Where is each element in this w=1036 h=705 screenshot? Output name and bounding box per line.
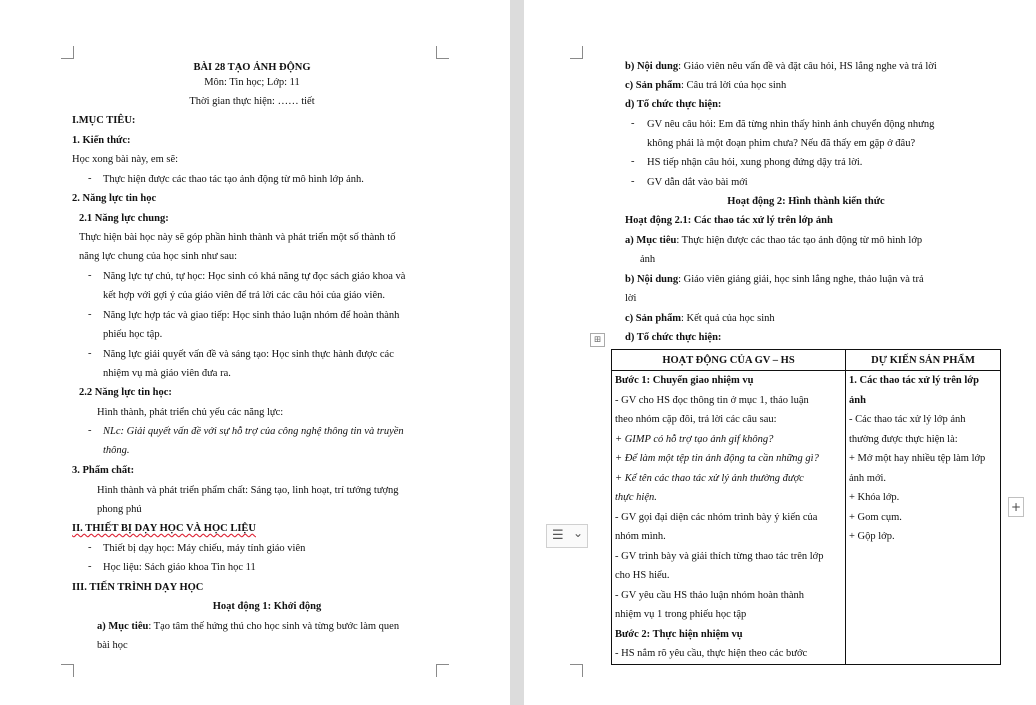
label: b) Nội dung [625, 61, 679, 72]
paragraph[interactable]: lời [625, 293, 637, 304]
paragraph[interactable]: Học xong bài này, em sẽ: [72, 154, 179, 165]
cell-line: + GIMP có hỗ trợ tạo ảnh gif không? [615, 433, 774, 445]
margin-mark [436, 664, 449, 677]
text: : Thực hiện được các thao tác tạo ảnh động từ mô hình lớp [676, 235, 923, 246]
paragraph[interactable] [97, 620, 399, 634]
subsection-heading[interactable]: 3. Phẩm chất: [72, 465, 135, 476]
margin-mark [436, 46, 449, 59]
bullet-text[interactable]: Năng lực hợp tác và giao tiếp: Học sinh thảo luận nhóm để hoàn thành [103, 310, 400, 321]
lesson-title[interactable]: BÀI 28 TẠO ẢNH ĐỘNG [193, 62, 311, 73]
label: c) Sản phẩm [625, 80, 682, 91]
bullet-text[interactable]: HS tiếp nhận câu hỏi, xung phong đứng dậy trả lời. [647, 157, 863, 168]
paragraph[interactable]: d) Tổ chức thực hiện: [625, 332, 722, 343]
bullet-text[interactable]: GV dẫn dắt vào bài mới [647, 177, 748, 188]
cell-line: cho HS hiểu. [615, 570, 670, 581]
paragraph[interactable] [625, 312, 775, 326]
bullet-text[interactable]: không phải là một đoạn phim chưa? Nếu đã thấy em gặp ở đâu? [647, 138, 916, 149]
cell-line: - HS nắm rõ yêu cầu, thực hiện theo các bước [615, 648, 808, 659]
bullet-text[interactable]: thông. [103, 445, 130, 456]
paragraph[interactable]: bài học [97, 640, 128, 651]
bullet-dash: - [88, 173, 92, 184]
label: c) Sản phẩm [625, 313, 682, 324]
text: : Tạo tâm thế hứng thú cho học sinh và từng bước làm quen [148, 621, 400, 632]
bullet-dash: - [631, 176, 635, 187]
cell-line: ảnh [849, 394, 866, 406]
section-heading[interactable]: III. TIẾN TRÌNH DẠY HỌC [72, 582, 204, 593]
cell-line: 1. Các thao tác xử lý trên lớp [849, 375, 979, 386]
margin-mark [61, 664, 74, 677]
activity-subheading[interactable]: Hoạt động 2.1: Các thao tác xử lý trên lớp ảnh [625, 215, 833, 226]
cell-line: Bước 1: Chuyển giao nhiệm vụ [615, 375, 754, 386]
page-gap [510, 0, 524, 705]
cell-line: nhóm mình. [615, 531, 666, 542]
table-header-cell[interactable]: DỰ KIẾN SẢN PHẨM [846, 350, 1001, 371]
activity-heading[interactable]: Hoạt động 2: Hình thành kiến thức [727, 196, 885, 207]
cell-line: - GV cho HS đọc thông tin ở mục 1, thảo luận [615, 394, 809, 406]
margin-mark [61, 46, 74, 59]
paragraph[interactable]: ảnh [640, 254, 656, 265]
cell-line: ảnh mới. [849, 472, 887, 484]
paragraph[interactable] [625, 234, 922, 248]
paragraph[interactable]: Hình thành và phát triển phẩm chất: Sáng tạo, linh hoạt, trí tưởng tượng [97, 485, 399, 496]
cell-line: + Gộp lớp. [849, 531, 895, 542]
cell-line: + Để làm một tệp tin ảnh động ta cần những gì? [615, 453, 819, 464]
section-heading[interactable]: I.MỤC TIÊU: [72, 115, 136, 126]
cell-line: - Các thao tác xử lý lớp ảnh [849, 414, 966, 425]
subsection-heading[interactable]: 1. Kiến thức: [72, 135, 131, 146]
subsection-heading[interactable]: 2.2 Năng lực tin học: [79, 387, 172, 398]
activity-heading[interactable]: Hoạt động 1: Khởi động [212, 601, 322, 612]
cell-line: - GV yêu cầu HS thảo luận nhóm hoàn thành [615, 589, 805, 601]
table-row [612, 371, 1001, 665]
table-header-cell[interactable]: HOẠT ĐỘNG CỦA GV – HS [612, 350, 846, 371]
label: a) Mục tiêu [625, 235, 677, 246]
margin-mark [570, 664, 583, 677]
cell-line: + Kể tên các thao tác xử lý ảnh thường được [615, 472, 804, 484]
bullet-dash: - [88, 348, 92, 359]
bullet-text[interactable]: phiếu học tập. [103, 329, 163, 340]
cell-line: theo nhóm cặp đôi, trả lời các câu sau: [615, 414, 777, 425]
add-row-button[interactable]: + [1008, 497, 1024, 517]
bullet-text[interactable]: Học liệu: Sách giáo khoa Tin học 11 [103, 562, 256, 573]
table-cell-activities[interactable] [612, 371, 846, 665]
paragraph[interactable]: d) Tổ chức thực hiện: [625, 99, 722, 110]
duration-line[interactable]: Thời gian thực hiện: …… tiết [189, 96, 315, 107]
cell-line: nhiệm vụ 1 trong phiếu học tập [615, 609, 747, 620]
cell-line: + Khóa lớp. [849, 492, 900, 503]
cell-line: thường được thực hiện là: [849, 433, 958, 445]
paragraph[interactable]: phong phú [97, 504, 142, 515]
paragraph[interactable]: năng lực chung của học sinh như sau: [79, 251, 238, 262]
subsection-heading[interactable]: 2.1 Năng lực chung: [79, 213, 169, 224]
bullet-dash: - [88, 309, 92, 320]
document-page-right [524, 0, 1036, 705]
cell-line: - GV trình bày và giải thích từng thao tác trên lớp [615, 550, 824, 562]
bullet-dash: - [88, 270, 92, 281]
bullet-text[interactable]: Thực hiện được các thao tác tạo ảnh động từ mô hình lớp ảnh. [103, 174, 364, 185]
table-header-row [612, 350, 1001, 371]
table-move-handle-icon[interactable]: ⊞ [590, 333, 605, 347]
text: : Câu trả lời của học sinh [681, 80, 787, 91]
paragraph[interactable] [625, 79, 786, 93]
label: a) Mục tiêu [97, 621, 149, 632]
cell-line: thực hiện. [615, 492, 657, 503]
paragraph[interactable] [625, 273, 924, 287]
table-cell-products[interactable] [846, 371, 1001, 665]
bullet-dash: - [88, 425, 92, 436]
cell-line: + Gom cụm. [849, 511, 902, 523]
layout-options-icon: ☰ [552, 528, 564, 543]
bullet-dash: - [631, 156, 635, 167]
bullet-text[interactable]: Năng lực tự chủ, tự học: Học sinh có khả năng tự đọc sách giáo khoa và [103, 271, 406, 282]
paragraph[interactable]: Hình thành, phát triển chủ yếu các năng lực: [97, 407, 284, 418]
bullet-dash: - [88, 561, 92, 572]
lesson-plan-table [611, 349, 1001, 665]
section-heading[interactable]: II. THIẾT BỊ DẠY HỌC VÀ HỌC LIỆU [72, 523, 256, 534]
label: b) Nội dung [625, 274, 679, 285]
text: : Kết quả của học sinh [681, 313, 775, 324]
bullet-text[interactable]: GV nêu câu hỏi: Em đã từng nhìn thấy hình ảnh chuyển động nhưng [647, 119, 935, 130]
layout-options-button[interactable] [546, 524, 588, 548]
cell-line: + Mở một hay nhiều tệp làm lớp [849, 453, 986, 464]
paragraph[interactable] [625, 60, 937, 74]
text: : Giáo viên nêu vấn đề và đặt câu hỏi, HS lắng nghe và trả lời [678, 61, 937, 72]
bullet-text[interactable]: kết hợp với gợi ý của giáo viên để trả lời các câu hỏi của giáo viên. [103, 290, 385, 301]
paragraph[interactable]: Thực hiện bài học này sẽ góp phần hình thành và phát triển một số thành tố [79, 232, 396, 243]
bullet-dash: - [88, 542, 92, 553]
bullet-text[interactable]: NLc: Giải quyết vấn đề với sự hỗ trợ của công nghệ thông tin và truyền [103, 426, 404, 437]
subsection-heading[interactable]: 2. Năng lực tin học [72, 193, 157, 204]
bullet-text[interactable]: Thiết bị dạy học: Máy chiếu, máy tính giáo viên [103, 543, 306, 554]
cell-line: - GV gọi đại diện các nhóm trình bày ý kiến của [615, 511, 818, 523]
subject-line[interactable]: Môn: Tin học; Lớp: 11 [204, 77, 300, 88]
document-page-left [0, 0, 510, 705]
bullet-dash: - [631, 118, 635, 129]
chevron-down-icon: ⌄ [573, 526, 584, 540]
bullet-text[interactable]: nhiệm vụ mà giáo viên đưa ra. [103, 368, 231, 379]
margin-mark [570, 46, 583, 59]
cell-line: Bước 2: Thực hiện nhiệm vụ [615, 628, 743, 640]
text: : Giáo viên giảng giải, học sinh lắng nghe, thảo luận và trả [678, 274, 924, 285]
bullet-text[interactable]: Năng lực giải quyết vấn đề và sáng tạo: Học sinh thực hành được các [103, 349, 394, 360]
